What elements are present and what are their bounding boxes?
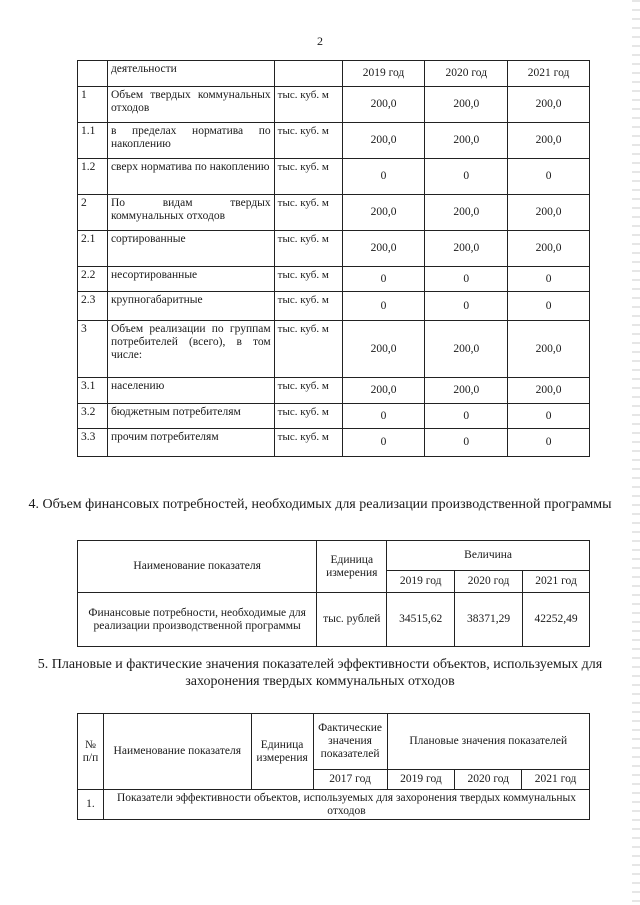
page-number: 2 [317, 34, 323, 48]
row-unit: тыс. куб. м [274, 87, 342, 123]
year-header: 2020 год [425, 61, 508, 87]
row-num: 1.1 [78, 123, 108, 159]
empty-cell [274, 61, 342, 87]
table-row [78, 321, 590, 378]
finance-table [77, 540, 590, 647]
finance-value: 34515,62 [387, 593, 455, 647]
row-name: крупногабаритные [107, 292, 274, 321]
table-row [78, 159, 590, 195]
row-value: 200,0 [342, 321, 425, 378]
production-table [77, 60, 590, 457]
table-row [78, 231, 590, 267]
year-header: 2021 год [522, 770, 590, 790]
year-header: 2019 год [387, 770, 455, 790]
row-value: 0 [342, 292, 425, 321]
table-row [78, 404, 590, 429]
table-row [78, 267, 590, 292]
row-value: 0 [425, 267, 508, 292]
row-num: 2 [78, 195, 108, 231]
row-value: 200,0 [342, 87, 425, 123]
row-name: По видам твердых коммунальных отходов [107, 195, 274, 231]
finance-value: 42252,49 [523, 593, 590, 647]
row-value: 200,0 [508, 87, 590, 123]
row-value: 200,0 [425, 195, 508, 231]
row-value: 200,0 [508, 378, 590, 404]
row-unit: тыс. куб. м [274, 267, 342, 292]
row-num: 3.2 [78, 404, 108, 429]
finance-value: 38371,29 [455, 593, 523, 647]
row-value: 0 [342, 404, 425, 429]
row-value: 0 [425, 292, 508, 321]
col-unit-header: Единица измерения [251, 714, 313, 790]
row-num: 3.1 [78, 378, 108, 404]
col-name-header: Наименование показателя [78, 541, 317, 593]
col-name-header: Наименование показателя [103, 714, 251, 790]
header-cell: деятельности [107, 61, 274, 87]
col-actual-header: Фактические значения показателей [313, 714, 387, 770]
row-num: 2.3 [78, 292, 108, 321]
year-header: 2021 год [523, 571, 590, 593]
row-value: 0 [342, 267, 425, 292]
row-value: 200,0 [425, 87, 508, 123]
finance-row-name: Финансовые потребности, необходимые для реализации производственной программы [78, 593, 317, 647]
row-value: 200,0 [342, 231, 425, 267]
finance-row-unit: тыс. рублей [317, 593, 387, 647]
row-unit: тыс. куб. м [274, 292, 342, 321]
row-value: 200,0 [425, 231, 508, 267]
section-5-title: 5. Плановые и фактические значения показателей эффективности объектов, используемых для захоронения твердых коммунальных отходов [37, 657, 603, 689]
row-text: Показатели эффективности объектов, используемых для захоронения твердых коммунальных отходов [103, 790, 589, 820]
col-unit-header: Единица измерения [317, 541, 387, 593]
actual-year-header: 2017 год [313, 770, 387, 790]
row-value: 200,0 [508, 321, 590, 378]
table-row [78, 429, 590, 457]
row-unit: тыс. куб. м [274, 321, 342, 378]
table-row [78, 195, 590, 231]
row-value: 0 [425, 429, 508, 457]
row-value: 0 [425, 159, 508, 195]
row-value: 0 [508, 292, 590, 321]
col-value-header: Величина [387, 541, 590, 571]
year-header: 2021 год [508, 61, 590, 87]
row-unit: тыс. куб. м [274, 378, 342, 404]
row-unit: тыс. куб. м [274, 159, 342, 195]
row-value: 200,0 [425, 123, 508, 159]
row-name: Объем твердых коммунальных отходов [107, 87, 274, 123]
row-num: 1.2 [78, 159, 108, 195]
row-value: 200,0 [342, 378, 425, 404]
table-row [78, 87, 590, 123]
row-name: прочим потребителям [107, 429, 274, 457]
row-value: 200,0 [342, 195, 425, 231]
row-value: 200,0 [508, 231, 590, 267]
row-value: 200,0 [342, 123, 425, 159]
row-value: 0 [342, 429, 425, 457]
col-num-header: № п/п [78, 714, 104, 790]
row-value: 200,0 [425, 321, 508, 378]
row-value: 0 [508, 404, 590, 429]
table-row [78, 123, 590, 159]
row-unit: тыс. куб. м [274, 195, 342, 231]
row-value: 200,0 [508, 123, 590, 159]
year-header: 2020 год [455, 770, 522, 790]
row-name: Объем реализации по группам потребителей (всего), в том числе: [107, 321, 274, 378]
year-header: 2020 год [455, 571, 523, 593]
row-name: в пределах норматива по накоплению [107, 123, 274, 159]
row-num: 3 [78, 321, 108, 378]
row-num: 1. [78, 790, 104, 820]
row-value: 0 [508, 429, 590, 457]
table-header-row [78, 61, 590, 87]
scan-edge-noise [632, 0, 640, 905]
empty-cell [78, 61, 108, 87]
row-value: 0 [508, 267, 590, 292]
year-header: 2019 год [342, 61, 425, 87]
row-num: 2.2 [78, 267, 108, 292]
row-unit: тыс. куб. м [274, 404, 342, 429]
year-header: 2019 год [387, 571, 455, 593]
row-name: бюджетным потребителям [107, 404, 274, 429]
row-num: 1 [78, 87, 108, 123]
row-unit: тыс. куб. м [274, 123, 342, 159]
row-value: 0 [425, 404, 508, 429]
row-name: сортированные [107, 231, 274, 267]
row-value: 0 [342, 159, 425, 195]
row-name: несортированные [107, 267, 274, 292]
row-value: 200,0 [508, 195, 590, 231]
row-unit: тыс. куб. м [274, 231, 342, 267]
row-value: 200,0 [425, 378, 508, 404]
section-4-title: 4. Объем финансовых потребностей, необходимых для реализации производственной программы [28, 497, 612, 512]
row-num: 2.1 [78, 231, 108, 267]
row-unit: тыс. куб. м [274, 429, 342, 457]
col-planned-header: Плановые значения показателей [387, 714, 589, 770]
efficiency-table [77, 713, 590, 820]
table-row [78, 378, 590, 404]
row-name: сверх норматива по накоплению [107, 159, 274, 195]
row-num: 3.3 [78, 429, 108, 457]
table-row [78, 292, 590, 321]
row-name: населению [107, 378, 274, 404]
row-value: 0 [508, 159, 590, 195]
